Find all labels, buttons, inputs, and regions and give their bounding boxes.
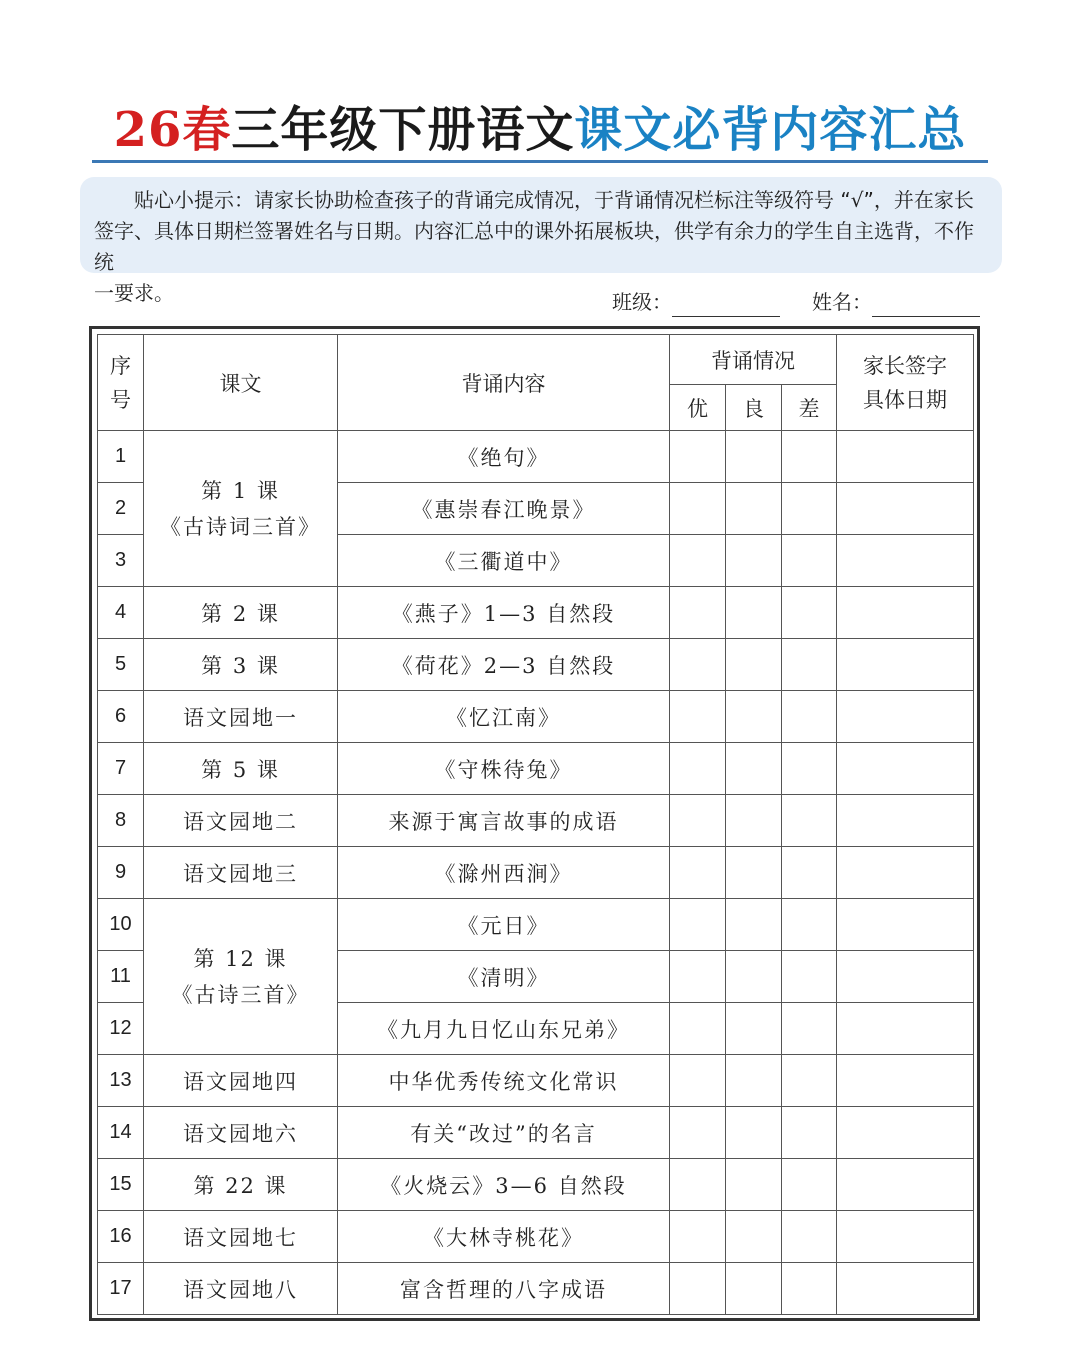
grade-excellent-cell[interactable]: [670, 951, 726, 1003]
grade-excellent-cell[interactable]: [670, 639, 726, 691]
header-poor: 差: [782, 385, 837, 431]
title-subject: 课文必背内容汇总: [574, 102, 967, 158]
sign-cell[interactable]: [837, 743, 974, 795]
row-content: 《三衢道中》: [338, 535, 670, 587]
grade-good-cell[interactable]: [726, 951, 782, 1003]
sign-cell[interactable]: [837, 795, 974, 847]
row-content: 中华优秀传统文化常识: [338, 1055, 670, 1107]
grade-good-cell[interactable]: [726, 691, 782, 743]
grade-poor-cell[interactable]: [782, 743, 837, 795]
row-content: 《惠崇春江晚景》: [338, 483, 670, 535]
row-lesson: [144, 899, 338, 1055]
tip-line-1: [94, 185, 988, 216]
name-label: 姓名：: [812, 290, 872, 314]
sign-cell[interactable]: [837, 1107, 974, 1159]
grade-poor-cell[interactable]: [782, 795, 837, 847]
row-lesson: 第 2 课: [144, 587, 338, 639]
sign-cell[interactable]: [837, 639, 974, 691]
grade-poor-cell[interactable]: [782, 1107, 837, 1159]
row-seq: 7: [98, 743, 144, 795]
lesson-line-2: 《古诗三首》: [171, 982, 310, 1007]
row-lesson: 第 3 课: [144, 639, 338, 691]
lesson-line-1: 第 1 课: [201, 478, 280, 503]
header-status: 背诵情况: [670, 335, 837, 385]
row-content: 富含哲理的八字成语: [338, 1263, 670, 1315]
grade-poor-cell[interactable]: [782, 847, 837, 899]
row-lesson: 语文园地四: [144, 1055, 338, 1107]
row-seq: 12: [98, 1003, 144, 1055]
recitation-table-frame: [89, 326, 980, 1321]
row-seq: 10: [98, 899, 144, 951]
row-content: 《大林寺桃花》: [338, 1211, 670, 1263]
row-seq: 4: [98, 587, 144, 639]
grade-poor-cell[interactable]: [782, 1211, 837, 1263]
row-lesson: [144, 431, 338, 587]
grade-poor-cell[interactable]: [782, 951, 837, 1003]
name-field: [812, 287, 980, 317]
row-lesson: 语文园地三: [144, 847, 338, 899]
sign-cell[interactable]: [837, 899, 974, 951]
grade-good-cell[interactable]: [726, 1055, 782, 1107]
header-content: 背诵内容: [338, 335, 670, 431]
grade-good-cell[interactable]: [726, 1263, 782, 1315]
grade-excellent-cell[interactable]: [670, 795, 726, 847]
grade-poor-cell[interactable]: [782, 691, 837, 743]
grade-excellent-cell[interactable]: [670, 1055, 726, 1107]
header-seq-2: 号: [110, 387, 131, 412]
header-sign: [837, 335, 974, 431]
grade-poor-cell[interactable]: [782, 483, 837, 535]
table-row: [98, 691, 974, 743]
table-row: [98, 1159, 974, 1211]
row-lesson: 第 5 课: [144, 743, 338, 795]
grade-excellent-cell[interactable]: [670, 1159, 726, 1211]
sign-cell[interactable]: [837, 1003, 974, 1055]
row-content: 《火烧云》3—6 自然段: [338, 1159, 670, 1211]
table-row: [98, 795, 974, 847]
row-seq: 16: [98, 1211, 144, 1263]
sign-cell[interactable]: [837, 951, 974, 1003]
name-blank[interactable]: [872, 294, 980, 317]
grade-good-cell[interactable]: [726, 1159, 782, 1211]
table-row: [98, 587, 974, 639]
lesson-line-2: 《古诗词三首》: [160, 514, 321, 539]
class-blank[interactable]: [672, 294, 780, 317]
lesson-line-1: 第 12 课: [193, 946, 288, 971]
sign-cell[interactable]: [837, 431, 974, 483]
grade-poor-cell[interactable]: [782, 639, 837, 691]
header-sign-2: 具体日期: [863, 387, 948, 412]
grade-poor-cell[interactable]: [782, 535, 837, 587]
grade-excellent-cell[interactable]: [670, 847, 726, 899]
header-seq: [98, 335, 144, 431]
header-seq-1: 序: [110, 353, 131, 378]
grade-poor-cell[interactable]: [782, 1263, 837, 1315]
row-content: 《守株待兔》: [338, 743, 670, 795]
grade-excellent-cell[interactable]: [670, 587, 726, 639]
grade-excellent-cell[interactable]: [670, 899, 726, 951]
row-lesson: 语文园地八: [144, 1263, 338, 1315]
grade-good-cell[interactable]: [726, 587, 782, 639]
row-seq: 17: [98, 1263, 144, 1315]
title-grade: 三年级下册语文: [231, 102, 575, 158]
title-underline: [92, 160, 988, 163]
grade-poor-cell[interactable]: [782, 431, 837, 483]
class-field: [612, 287, 780, 317]
grade-poor-cell[interactable]: [782, 899, 837, 951]
page-title: [0, 100, 1080, 160]
row-lesson: 语文园地二: [144, 795, 338, 847]
sign-cell[interactable]: [837, 587, 974, 639]
sign-cell[interactable]: [837, 691, 974, 743]
row-content: 《绝句》: [338, 431, 670, 483]
grade-poor-cell[interactable]: [782, 1003, 837, 1055]
table-row: [98, 1107, 974, 1159]
sign-cell[interactable]: [837, 847, 974, 899]
grade-excellent-cell[interactable]: [670, 535, 726, 587]
grade-excellent-cell[interactable]: [670, 1003, 726, 1055]
table-row: [98, 1263, 974, 1315]
row-seq: 8: [98, 795, 144, 847]
grade-good-cell[interactable]: [726, 847, 782, 899]
grade-good-cell[interactable]: [726, 1003, 782, 1055]
grade-excellent-cell[interactable]: [670, 691, 726, 743]
row-content: 《燕子》1—3 自然段: [338, 587, 670, 639]
row-content: 《元日》: [338, 899, 670, 951]
header-sign-1: 家长签字: [863, 353, 948, 378]
row-lesson: 语文园地一: [144, 691, 338, 743]
sign-cell[interactable]: [837, 1211, 974, 1263]
table-row: [98, 899, 974, 951]
row-seq: 6: [98, 691, 144, 743]
grade-good-cell[interactable]: [726, 1211, 782, 1263]
row-content: 《滁州西涧》: [338, 847, 670, 899]
table-row: [98, 639, 974, 691]
grade-excellent-cell[interactable]: [670, 431, 726, 483]
table-row: [98, 1211, 974, 1263]
grade-good-cell[interactable]: [726, 535, 782, 587]
sign-cell[interactable]: [837, 1055, 974, 1107]
grade-good-cell[interactable]: [726, 899, 782, 951]
row-content: 来源于寓言故事的成语: [338, 795, 670, 847]
row-lesson: 语文园地七: [144, 1211, 338, 1263]
row-seq: 1: [98, 431, 144, 483]
row-content: 《荷花》2—3 自然段: [338, 639, 670, 691]
grade-excellent-cell[interactable]: [670, 1263, 726, 1315]
grade-good-cell[interactable]: [726, 743, 782, 795]
grade-excellent-cell[interactable]: [670, 1211, 726, 1263]
table-row: [98, 847, 974, 899]
table-row: [98, 1055, 974, 1107]
sign-cell[interactable]: [837, 535, 974, 587]
recitation-table: [97, 334, 974, 1315]
row-content: 《清明》: [338, 951, 670, 1003]
tip-line-2: 签字、具体日期栏签署姓名与日期。内容汇总中的课外拓展板块，供学有余力的学生自主选背，不作统: [94, 219, 974, 274]
sign-cell[interactable]: [837, 1159, 974, 1211]
row-seq: 9: [98, 847, 144, 899]
header-good: 良: [726, 385, 782, 431]
table-row: [98, 743, 974, 795]
grade-excellent-cell[interactable]: [670, 483, 726, 535]
tip-text-1: 贴心小提示：请家长协助检查孩子的背诵完成情况，于背诵情况栏标注等级符号 “√”，并在家长: [134, 188, 974, 212]
row-content: 《忆江南》: [338, 691, 670, 743]
grade-poor-cell[interactable]: [782, 587, 837, 639]
row-lesson: 语文园地六: [144, 1107, 338, 1159]
sign-cell[interactable]: [837, 483, 974, 535]
row-seq: 3: [98, 535, 144, 587]
grade-excellent-cell[interactable]: [670, 1107, 726, 1159]
row-seq: 15: [98, 1159, 144, 1211]
row-seq: 11: [98, 951, 144, 1003]
grade-good-cell[interactable]: [726, 639, 782, 691]
row-seq: 13: [98, 1055, 144, 1107]
grade-excellent-cell[interactable]: [670, 743, 726, 795]
row-content: 有关“改过”的名言: [338, 1107, 670, 1159]
sign-cell[interactable]: [837, 1263, 974, 1315]
grade-poor-cell[interactable]: [782, 1159, 837, 1211]
header-lesson: 课文: [144, 335, 338, 431]
tip-line-3: 一要求。: [94, 281, 174, 305]
grade-good-cell[interactable]: [726, 1107, 782, 1159]
table-row: [98, 431, 974, 483]
grade-poor-cell[interactable]: [782, 1055, 837, 1107]
grade-good-cell[interactable]: [726, 483, 782, 535]
grade-good-cell[interactable]: [726, 795, 782, 847]
row-seq: 2: [98, 483, 144, 535]
row-seq: 14: [98, 1107, 144, 1159]
header-excellent: 优: [670, 385, 726, 431]
grade-good-cell[interactable]: [726, 431, 782, 483]
title-season: 26春: [113, 102, 232, 158]
row-seq: 5: [98, 639, 144, 691]
row-content: 《九月九日忆山东兄弟》: [338, 1003, 670, 1055]
class-label: 班级：: [612, 290, 672, 314]
row-lesson: 第 22 课: [144, 1159, 338, 1211]
